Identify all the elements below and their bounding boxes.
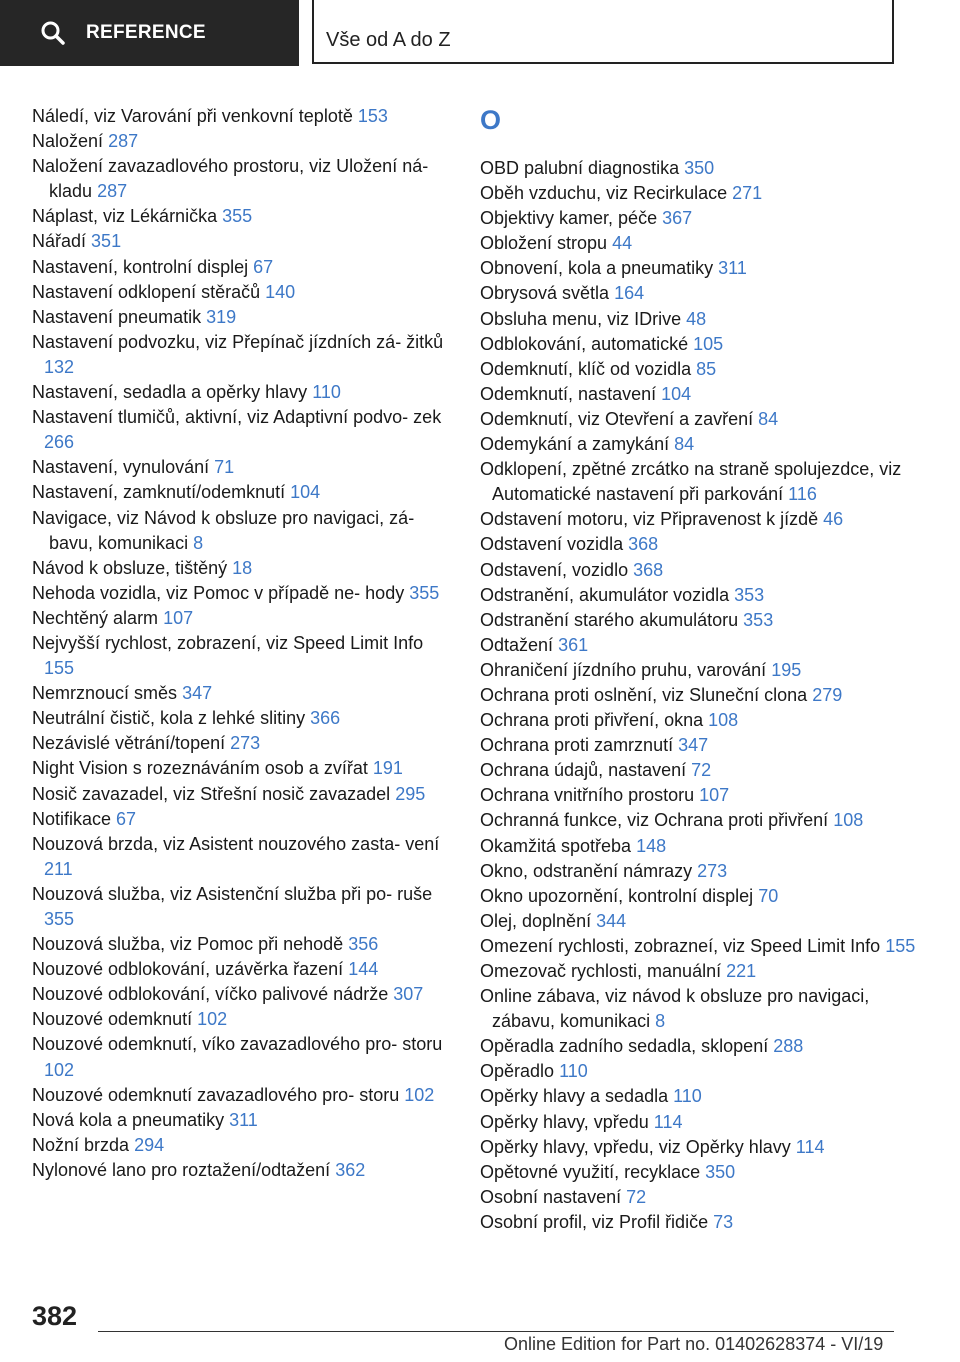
entry-text: Nehoda vozidla, viz Pomoc v případě ne- hody (32, 582, 405, 603)
page-link[interactable]: 108 (833, 810, 864, 831)
index-entry (32, 782, 452, 807)
entry-text: Návod k obsluze, tištěný (32, 557, 228, 578)
reference-label: REFERENCE (86, 22, 206, 43)
index-entry (32, 706, 452, 731)
index-entry (480, 307, 920, 332)
index-entry (480, 1210, 920, 1235)
entry-text: Olej, doplnění (480, 910, 592, 931)
page-link[interactable]: 107 (163, 607, 194, 628)
page-link[interactable]: 319 (206, 306, 237, 327)
index-entry (480, 407, 920, 432)
entry-text: Obsluha menu, viz IDrive (480, 308, 682, 329)
entry-text: Nouzová brzda, viz Asistent nouzového zasta- vení (32, 833, 440, 854)
entry-text: Nezávislé větrání/topení (32, 733, 226, 754)
page-link[interactable]: 344 (596, 910, 627, 931)
entry-text: Okno upozornění, kontrolní displej (480, 885, 754, 906)
entry-text: Nastavení pneumatik (32, 306, 202, 327)
page-link[interactable]: 144 (348, 959, 379, 980)
index-entry (480, 1185, 920, 1210)
page-link[interactable]: 155 (44, 658, 75, 679)
entry-text: Nastavení odklopení stěračů (32, 281, 261, 302)
entry-text: Nemrznoucí směs (32, 683, 178, 704)
entry-text: Nožní brzda (32, 1134, 130, 1155)
page-link[interactable]: 8 (655, 1011, 666, 1032)
page-link[interactable]: 164 (614, 283, 645, 304)
page-link[interactable]: 70 (758, 885, 779, 906)
entry-text: Odemknutí, viz Otevření a zavření (480, 408, 754, 429)
page-link[interactable]: 191 (372, 758, 403, 779)
index-entry (480, 808, 920, 833)
index-entry (32, 506, 452, 556)
index-entry (32, 1133, 452, 1158)
page-link[interactable]: 295 (395, 783, 426, 804)
index-entry (32, 204, 452, 229)
entry-text: Ochrana proti přivření, okna (480, 710, 704, 731)
index-entry (32, 957, 452, 982)
entry-text: Nouzová služba, viz Pomoc při nehodě (32, 934, 344, 955)
page-number: 382 (32, 1301, 78, 1331)
entry-text: Nastavení tlumičů, aktivní, viz Adaptivní podvo- zek (32, 407, 442, 428)
page-link[interactable]: 46 (823, 509, 844, 530)
page-link[interactable]: 356 (348, 934, 379, 955)
entry-text: Nouzové odemknutí zavazadlového pro- storu (32, 1084, 400, 1105)
entry-text: Náplast, viz Lékárnička (32, 206, 218, 227)
page-link[interactable]: 288 (773, 1036, 804, 1057)
index-entry (32, 756, 452, 781)
footer-divider (98, 1331, 894, 1332)
entry-text: Odstavení, vozidlo (480, 559, 629, 580)
index-entry (32, 280, 452, 305)
entry-text: Opěrky hlavy, vpředu, viz Opěrky hlavy (480, 1136, 791, 1157)
index-entry (32, 882, 452, 932)
index-entry (480, 758, 920, 783)
search-icon (40, 20, 66, 46)
page-link[interactable]: 102 (44, 1059, 75, 1080)
page-link[interactable]: 67 (253, 256, 274, 277)
page-link[interactable]: 367 (662, 208, 693, 229)
index-entry (32, 1032, 452, 1082)
entry-text: Ochranná funkce, viz Ochrana proti přivření (480, 810, 829, 831)
page-link[interactable]: 353 (743, 609, 774, 630)
index-entry (32, 1083, 452, 1108)
entry-text: Nastavení, sedadla a opěrky hlavy (32, 382, 308, 403)
page-link[interactable]: 73 (713, 1211, 734, 1232)
entry-text: Opěrky hlavy a sedadla (480, 1086, 669, 1107)
entry-text: Odstavení motoru, viz Připravenost k jízdě (480, 509, 819, 530)
entry-text: Ochrana proti oslnění, viz Sluneční clona (480, 684, 808, 705)
page-link[interactable]: 148 (636, 835, 667, 856)
index-entry (32, 982, 452, 1007)
page-link[interactable]: 350 (705, 1161, 736, 1182)
page-link[interactable]: 195 (771, 659, 802, 680)
entry-text: Omezovač rychlosti, manuální (480, 961, 722, 981)
page-link[interactable]: 311 (718, 258, 747, 279)
page-link[interactable]: 108 (708, 710, 739, 731)
index-entry (480, 432, 920, 457)
index-entry (32, 305, 452, 330)
index-list-right (480, 156, 920, 1235)
section-header (312, 0, 894, 64)
index-entry (480, 382, 920, 407)
entry-text: Night Vision s rozeznáváním osob a zvířat (32, 758, 368, 779)
page-link[interactable]: 368 (628, 534, 659, 555)
entry-text: Opětovné využití, recyklace (480, 1161, 701, 1182)
page-link[interactable]: 116 (788, 484, 817, 505)
entry-text: Odemknutí, klíč od vozidla (480, 358, 692, 379)
entry-text: Ochrana údajů, nastavení (480, 760, 687, 781)
page-link[interactable]: 271 (732, 183, 763, 204)
entry-text: Ohraničení jízdního pruhu, varování (480, 659, 767, 680)
index-entry (480, 1034, 920, 1059)
page-link[interactable]: 366 (310, 708, 341, 729)
entry-text: Okno, odstranění námrazy (480, 860, 693, 881)
header (0, 0, 960, 66)
entry-text: Nouzová služba, viz Asistenční služba při po- ruše (32, 883, 433, 904)
entry-text: Omezení rychlosti, zobraznеí, viz Speed Limit Info (480, 935, 881, 956)
entry-text: Nová kola a pneumatiky (32, 1109, 225, 1130)
page-link[interactable]: 72 (691, 760, 712, 781)
page-link[interactable]: 104 (290, 482, 321, 503)
index-entry (32, 606, 452, 631)
entry-text: Nosič zavazadel, viz Střešní nosič zavazadel (32, 783, 391, 804)
page-link[interactable]: 110 (673, 1086, 702, 1107)
index-entry (480, 683, 920, 708)
index-entry (480, 884, 920, 909)
index-entry (480, 633, 920, 658)
entry-text: Neutrální čistič, kola z lehké slitiny (32, 708, 306, 729)
page-link[interactable]: 211 (44, 858, 73, 879)
reference-tab[interactable] (0, 0, 299, 66)
index-entry (32, 731, 452, 756)
entry-text: Notifikace (32, 808, 112, 829)
index-entry (480, 783, 920, 808)
entry-text: Odstavení vozidla (480, 534, 624, 555)
index-entry (32, 455, 452, 480)
index-entry (32, 255, 452, 280)
index-entry (480, 1135, 920, 1160)
page-link[interactable]: 287 (108, 131, 139, 152)
index-entry (480, 357, 920, 382)
index-entry (480, 332, 920, 357)
index-entry (480, 457, 920, 507)
index-entry (32, 405, 452, 455)
index-entry (32, 631, 452, 681)
entry-text: Opěrky hlavy, vpředu (480, 1111, 649, 1132)
entry-text: Nylonové lano pro roztažení/odtažení (32, 1159, 331, 1180)
page-link[interactable]: 368 (633, 559, 664, 580)
entry-text: Obnovení, kola a pneumatiky (480, 258, 714, 279)
index-entry (480, 156, 920, 181)
page-link[interactable]: 294 (134, 1134, 165, 1155)
entry-text: Odstranění, akumulátor vozidla (480, 584, 730, 605)
entry-text: Naložení (32, 131, 104, 152)
entry-text: Nouzové odemknutí (32, 1009, 193, 1030)
index-entry (480, 708, 920, 733)
entry-text: Obložení stropu (480, 233, 608, 254)
page-link[interactable]: 355 (409, 582, 440, 603)
index-entry (32, 807, 452, 832)
entry-text: Nejvyšší rychlost, zobrazení, viz Speed Limit Info (32, 632, 424, 653)
entry-text: Nářadí (32, 231, 87, 252)
page-link[interactable]: 107 (699, 785, 730, 806)
entry-text: Nastavení, kontrolní displej (32, 256, 249, 277)
entry-text: Navigace, viz Návod k obsluze pro navigaci, zá- bavu, komunikaci (32, 507, 415, 553)
page-link[interactable]: 153 (357, 106, 388, 126)
page-link[interactable]: 155 (885, 935, 916, 956)
page-link[interactable]: 105 (693, 333, 724, 354)
index-entry (480, 231, 920, 256)
index-entry (480, 583, 920, 608)
index-entry (32, 556, 452, 581)
index-entry (480, 1059, 920, 1084)
entry-text: Nouzové odemknutí, víko zavazadlového pro- storu (32, 1034, 443, 1055)
page-link[interactable]: 355 (44, 909, 75, 929)
page-link[interactable]: 279 (812, 684, 843, 705)
index-entry (32, 129, 452, 154)
page-link[interactable]: 110 (559, 1061, 588, 1082)
index-entry (32, 581, 452, 606)
page-link[interactable]: 44 (612, 233, 633, 254)
index-entry (480, 909, 920, 934)
letter-heading: O (480, 105, 502, 135)
page-link[interactable]: 362 (335, 1159, 366, 1180)
page-link[interactable]: 84 (674, 434, 695, 455)
entry-text: Naložení zavazadlového prostoru, viz Uložení ná- kladu (32, 156, 429, 202)
page-link[interactable]: 67 (116, 808, 137, 829)
entry-text: Odtažení (480, 634, 554, 655)
index-entry (32, 380, 452, 405)
page-link[interactable]: 48 (686, 308, 707, 329)
page-link[interactable]: 84 (758, 408, 779, 429)
index-entry (32, 104, 452, 129)
page-link[interactable]: 114 (653, 1111, 683, 1132)
page-link[interactable]: 102 (197, 1009, 228, 1030)
index-entry (480, 834, 920, 859)
index-entry (480, 256, 920, 281)
index-entry (32, 1007, 452, 1032)
page-link[interactable]: 347 (182, 683, 213, 704)
index-entry (480, 608, 920, 633)
page-link[interactable]: 351 (91, 231, 122, 252)
entry-text: Opěradlo (480, 1061, 555, 1082)
entry-text: Odstranění starého akumulátoru (480, 609, 739, 630)
index-entry (32, 681, 452, 706)
index-entry (32, 229, 452, 254)
index-entry (480, 281, 920, 306)
entry-text: Osobní nastavení (480, 1186, 622, 1207)
page-link[interactable]: 273 (697, 860, 728, 881)
index-entry (480, 959, 920, 984)
index-entry (480, 658, 920, 683)
page-link[interactable]: 221 (726, 961, 757, 981)
page-link[interactable]: 18 (232, 557, 253, 578)
index-entry (480, 1084, 920, 1109)
index-column-left (32, 104, 452, 1183)
entry-text: Online zábava, viz návod k obsluze pro navigaci, zábavu, komunikaci (480, 986, 870, 1032)
page-link[interactable]: 287 (97, 181, 128, 202)
page-link[interactable]: 132 (44, 356, 75, 377)
index-entry (480, 859, 920, 884)
page-link[interactable]: 353 (734, 584, 765, 605)
index-column-right (480, 104, 920, 1235)
entry-text: Osobní profil, viz Profil řidiče (480, 1211, 709, 1232)
index-entry (480, 532, 920, 557)
entry-text: Ochrana proti zamrznutí (480, 735, 674, 756)
section-title: Vše od A do Z (326, 29, 451, 51)
index-entry (480, 1110, 920, 1135)
page-link[interactable]: 114 (795, 1136, 825, 1157)
entry-text: Obrysová světla (480, 283, 610, 304)
page-link[interactable]: 273 (230, 733, 261, 754)
entry-text: Odemknutí, nastavení (480, 383, 657, 404)
page-link[interactable]: 266 (44, 432, 75, 453)
entry-text: Oběh vzduchu, viz Recirkulace (480, 183, 728, 204)
index-entry (32, 480, 452, 505)
page-link[interactable]: 104 (661, 383, 692, 404)
page-link[interactable]: 72 (626, 1186, 647, 1207)
index-entry (32, 154, 452, 204)
index-entry (480, 507, 920, 532)
page-link[interactable]: 110 (312, 382, 341, 403)
page-link[interactable]: 350 (684, 158, 715, 178)
entry-text: Nechtěný alarm (32, 607, 159, 628)
entry-text: Nastavení, vynulování (32, 457, 210, 478)
page-link[interactable]: 102 (404, 1084, 435, 1105)
index-entry (480, 733, 920, 758)
index-entry (32, 330, 452, 380)
entry-text: Nouzové odblokování, víčko palivové nádrže (32, 984, 389, 1005)
entry-text: Nastavení podvozku, viz Přepínač jízdních zá- žitků (32, 331, 444, 352)
index-entry (480, 181, 920, 206)
index-entry (32, 932, 452, 957)
index-entry (480, 206, 920, 231)
index-entry (32, 1108, 452, 1133)
index-entry (480, 1160, 920, 1185)
edition-note: Online Edition for Part no. 01402628374 - VI/19 (504, 1334, 884, 1354)
entry-text: OBD palubní diagnostika (480, 158, 680, 178)
index-entry (480, 984, 920, 1034)
entry-text: Nastavení, zamknutí/odemknutí (32, 482, 286, 503)
page-link[interactable]: 71 (214, 457, 235, 478)
entry-text: Odemykání a zamykání (480, 434, 670, 455)
index-entry (480, 558, 920, 583)
entry-text: Náledí, viz Varování při venkovní teplotě (32, 106, 353, 126)
entry-text: Ochrana vnitřního prostoru (480, 785, 695, 806)
index-entry (480, 934, 920, 959)
page-link[interactable]: 8 (193, 532, 204, 553)
index-entry (32, 1158, 452, 1183)
page-link[interactable]: 307 (393, 984, 424, 1005)
entry-text: Odklopení, zpětné zrcátko na straně spolujezdce, viz Automatické nastavení při parkování (480, 459, 902, 505)
page-link[interactable]: 140 (265, 281, 296, 302)
page-link[interactable]: 85 (696, 358, 717, 379)
entry-text: Odblokování, automatické (480, 333, 689, 354)
page-link[interactable]: 311 (229, 1109, 258, 1130)
entry-text: Opěradla zadního sedadla, sklopení (480, 1036, 769, 1057)
entry-text: Objektivy kamer, péče (480, 208, 658, 229)
page-link[interactable]: 347 (678, 735, 709, 756)
entry-text: Nouzové odblokování, uzávěrka řazení (32, 959, 344, 980)
index-entry (32, 832, 452, 882)
page-link[interactable]: 355 (222, 206, 253, 227)
entry-text: Okamžitá spotřeba (480, 835, 632, 856)
page-link[interactable]: 361 (558, 634, 589, 655)
